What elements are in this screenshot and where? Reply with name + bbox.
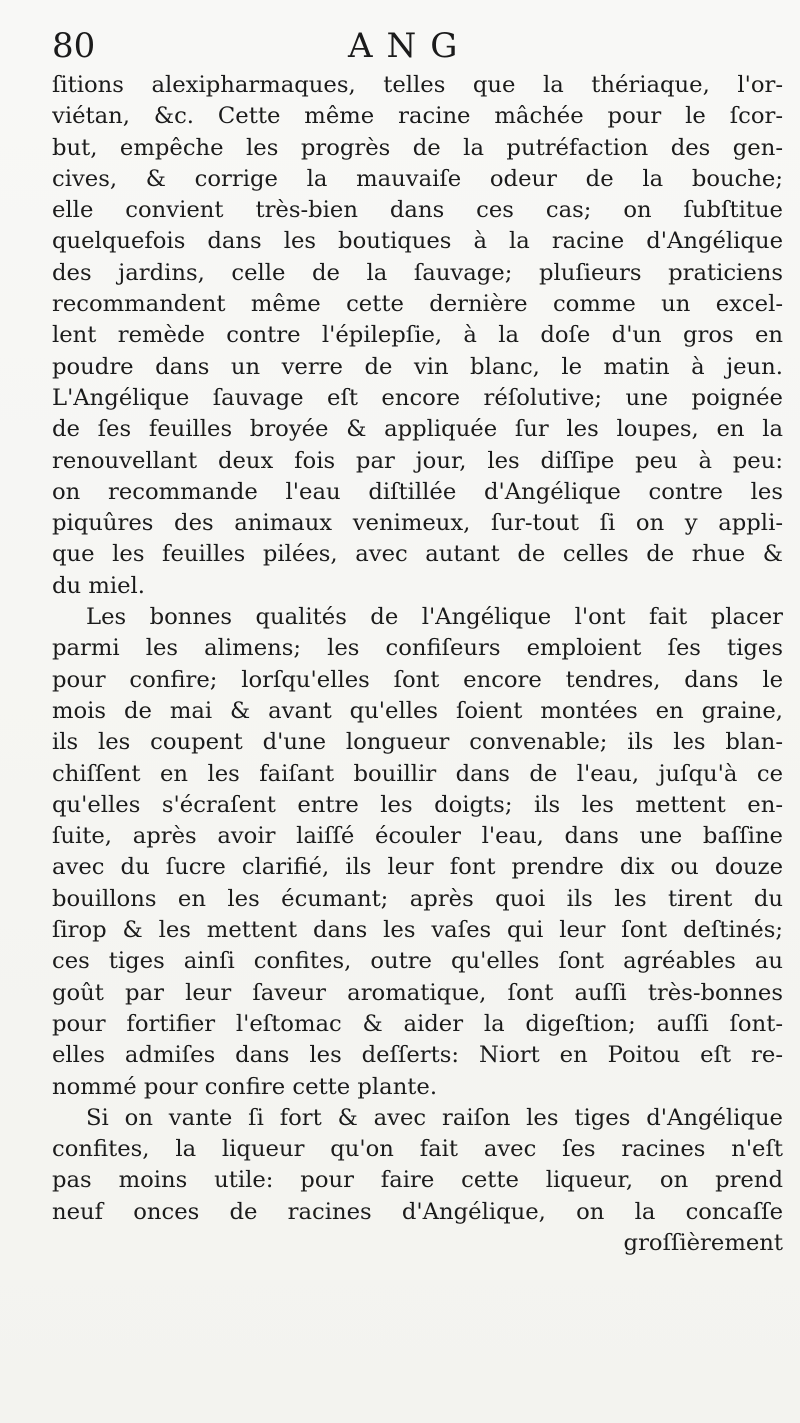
text-line: quelquefois dans les boutiques à la racine d'Angélique [52,228,783,255]
text-line: pour confire; lorſqu'elles ſont encore tendres, dans le [52,666,783,693]
text-line: Les bonnes qualités de l'Angélique l'ont fait placer [86,604,783,631]
text-line: qu'elles s'écraſent entre les doigts; ils les mettent en- [52,791,783,818]
text-line: que les feuilles pilées, avec autant de celles de rhue & [52,541,783,568]
text-line: des jardins, celle de la ſauvage; pluſieurs praticiens [52,259,783,286]
text-line: but, empêche les progrès de la putréfaction des gen- [52,134,783,161]
text-line: goût par leur ſaveur aromatique, ſont auſſi très-bonnes [52,979,783,1006]
text-line: avec du ſucre clarifié, ils leur font prendre dix ou douze [52,854,783,881]
text-line: bouillons en les écumant; après quoi ils les tirent du [52,885,783,912]
text-line: lent remède contre l'épilepſie, à la doſe d'un gros en [52,322,783,349]
text-line: elles admiſes dans les deſſerts: Niort en Poitou eſt re- [52,1042,783,1069]
text-line: L'Angélique ſauvage eſt encore réſolutive; une poignée [52,384,783,411]
running-head: ANG [348,26,472,66]
text-line: groſſièrement [623,1229,783,1256]
text-line: ſitions alexipharmaques, telles que la thériaque, l'or- [52,72,783,98]
text-line: cives, & corrige la mauvaiſe odeur de la bouche; [52,165,783,192]
page-number: 80 [52,26,96,66]
text-line: neuf onces de racines d'Angélique, on la concaſſe [52,1198,783,1225]
text-line: piquûres des animaux venimeux, ſur-tout ſi on y appli- [52,510,783,537]
text-line: ſuite, après avoir laiſſé écouler l'eau, dans une baſſine [52,823,783,850]
text-line: on recommande l'eau diſtillée d'Angélique contre les [52,478,783,505]
text-line: Si on vante ſi fort & avec raiſon les tiges d'Angélique [86,1104,783,1131]
text-line: confites, la liqueur qu'on fait avec ſes racines n'eſt [52,1136,783,1163]
text-line: de ſes feuilles broyée & appliquée ſur les loupes, en la [52,416,783,443]
body-text [52,70,783,1259]
text-line: pas moins utile: pour faire cette liqueur, on prend [52,1167,783,1194]
text-line: elle convient très-bien dans ces cas; on ſubſtitue [52,197,783,224]
text-line: recommandent même cette dernière comme un excel- [52,291,783,318]
text-line: du miel. [52,572,146,599]
text-line: renouvellant deux fois par jour, les diſſipe peu à peu: [52,447,783,474]
text-line: chiſſent en les faiſant bouillir dans de l'eau, juſqu'à ce [52,760,783,787]
text-line: poudre dans un verre de vin blanc, le matin à jeun. [52,353,783,380]
text-line: pour fortifier l'eſtomac & aider la digeſtion; auſſi ſont- [52,1010,783,1037]
text-line: ils les coupent d'une longueur convenable; ils les blan- [52,729,783,756]
text-line: viétan, &c. Cette même racine mâchée pour le ſcor- [52,103,783,130]
text-line: nommé pour confire cette plante. [52,1073,438,1100]
text-line: parmi les alimens; les confiſeurs emploient ſes tiges [52,635,783,662]
text-line: mois de mai & avant qu'elles ſoient montées en graine, [52,697,783,724]
page-header [52,26,782,72]
text-line: ſirop & les mettent dans les vaſes qui leur ſont deſtinés; [52,917,783,944]
text-line: ces tiges ainſi confites, outre qu'elles ſont agréables au [52,948,783,975]
